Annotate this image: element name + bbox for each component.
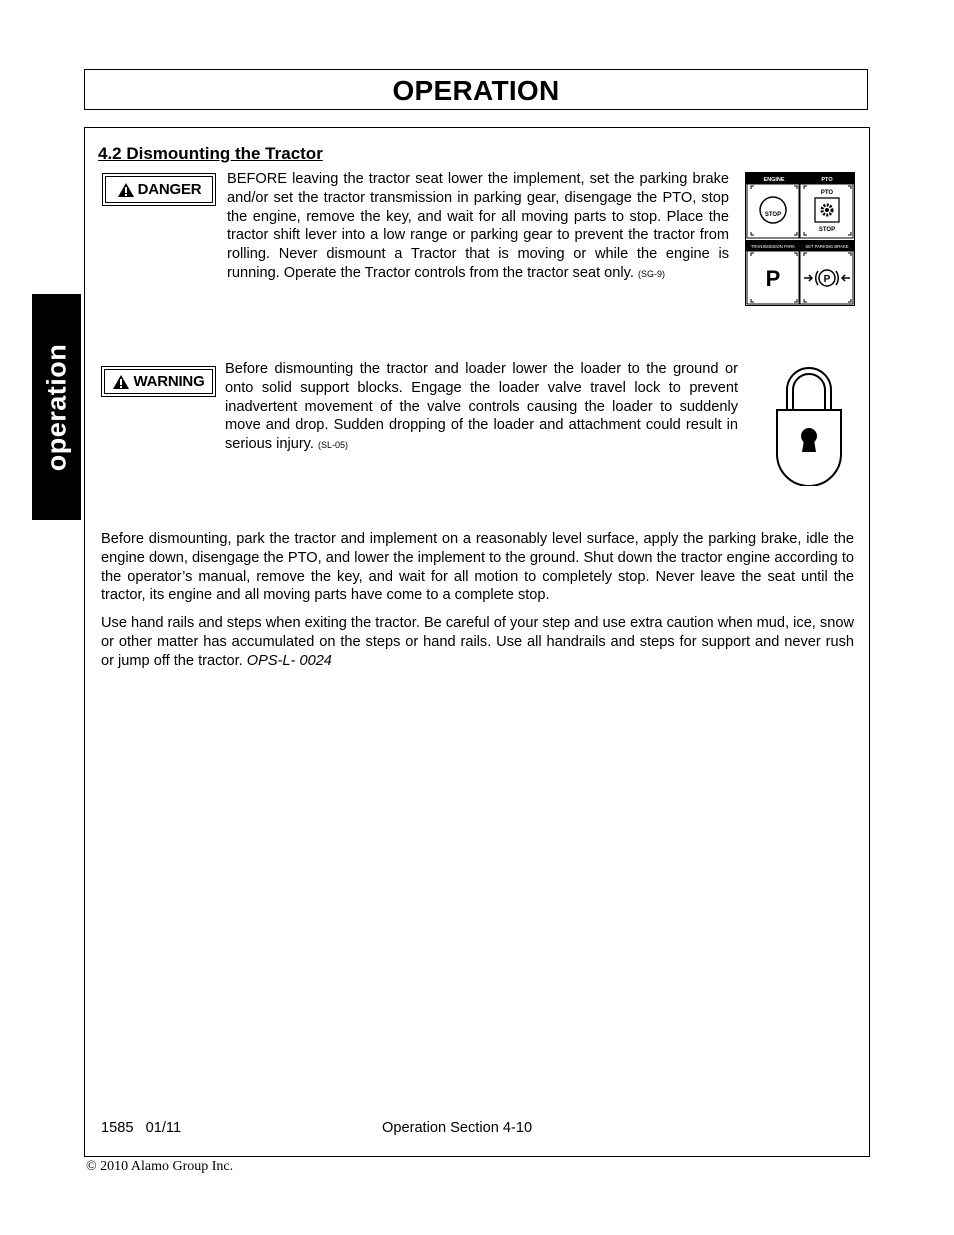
park-letter: P: [765, 266, 781, 291]
danger-message-text: BEFORE leaving the tractor seat lower the implement, set the parking brake and/or set the tractor transmission in parking gear, disengage the PTO, stop the engine, remove the key, and wait for all moving parts to stop. Place the tractor shift lever into a low range or parking gear to prevent the tractor from rolling. Never dismount a Tractor that is moving or while the engine is running. Operate the Tractor controls from the tractor seat only.: [227, 171, 729, 281]
warning-message: [225, 360, 738, 455]
warning-triangle-icon: [112, 374, 130, 390]
warning-code: (SL-05): [318, 440, 349, 451]
engine-stop-text: STOP: [764, 212, 782, 218]
engine-label: ENGINE: [763, 177, 785, 183]
warning-message-text: Before dismounting the tractor and loader lower the loader to the ground or onto solid support blocks. Engage the loader valve travel lock to prevent inadvertent movement of the valve controls causing the loader to suddenly move and drop. Sudden dropping of the loader and attachment could result in serious injury.: [225, 361, 738, 453]
warning-signal-word: WARNING: [133, 373, 205, 390]
danger-label: [102, 173, 216, 206]
footer-model-date: 1585 01/11: [101, 1120, 182, 1136]
side-tab-label: operation: [41, 343, 72, 471]
warning-triangle-icon: [117, 182, 135, 198]
side-tab: [32, 294, 81, 520]
body-paragraph-2-code: OPS-L- 0024: [246, 652, 332, 669]
pto-stop-text: STOP: [818, 227, 836, 233]
copyright: © 2010 Alamo Group Inc.: [86, 1159, 234, 1174]
page-header: [84, 69, 868, 110]
padlock-icon: [776, 360, 842, 486]
page-title: OPERATION: [392, 75, 560, 106]
warning-label: [101, 366, 216, 397]
body-paragraph-2-text: Use hand rails and steps when exiting the tractor. Be careful of your step and use extra caution when mud, ice, snow or other matter has accumulated on the steps or hand rails. Use all handrails and steps for support and never rush or jump off the tractor.: [101, 615, 854, 669]
danger-signal-word: DANGER: [137, 181, 202, 198]
brake-letter: P: [823, 274, 831, 285]
pto-label: PTO: [821, 177, 833, 183]
danger-message: [227, 170, 729, 284]
pto-upper-text: PTO: [820, 190, 834, 196]
footer-page-label: Operation Section 4-10: [382, 1120, 533, 1136]
body-paragraph-1: Before dismounting, park the tractor and implement on a reasonably level surface, apply the parking brake, idle the engine down, disengage the PTO, and lower the implement to the ground. Shut down the tractor engine according to the operator’s manual, remove the key, and wait for all motion to completely stop. Never leave the seat until the tractor, its engine and all moving parts have come to a complete stop.: [101, 531, 854, 604]
tractor-controls-figure: [745, 172, 855, 306]
parking-brake-label: SET PARKING BRAKE: [805, 244, 849, 249]
body-paragraph-2: [101, 614, 854, 670]
transmission-label: TRANSMISSION PARK: [750, 244, 796, 249]
section-title: 4.2 Dismounting the Tractor: [98, 144, 323, 163]
danger-code: (SG-9): [637, 268, 665, 279]
